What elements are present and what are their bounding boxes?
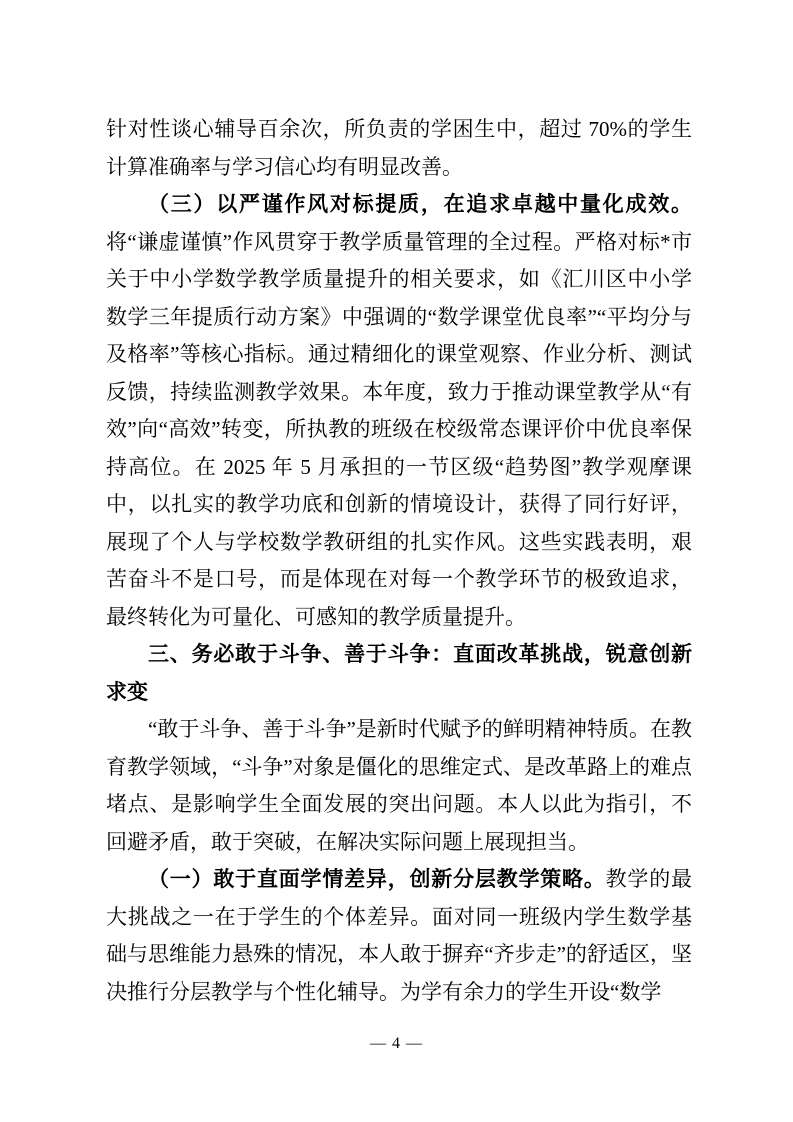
paragraph [106,711,692,861]
paragraph [106,861,692,1011]
paragraph [106,186,692,636]
paragraph-text: 教学的最大挑战之一在于学生的个体差异。面对同一班级内学生数学基础与思维能力悬殊的情况，本人敢于摒弃“齐步走”的舒适区，坚决推行分层教学与个性化辅导。为学有余力的学生开设“数学 [106,867,692,1004]
page-number: — 4 — [370,1035,423,1052]
paragraph-lead: （一）敢于直面学情差异，创新分层教学策略。 [148,867,606,891]
section-heading [106,636,692,711]
paragraph-text: 将“谦虚谨慎”作风贯穿于教学质量管理的全过程。严格对标*市关于中小学数学教学质量提升的相关要求，如《汇川区中小学数学三年提质行动方案》中强调的“数学课堂优良率”“平均分与及格率”等核心指标。通过精细化的课堂观察、作业分析、测试反馈，持续监测教学效果。本年度，致力于推动课堂教学从“有效”向“高效”转变，所执教的班级在校级常态课评价中优良率保持高位。在 2025 年 5 月承担的一节区级“趋势图”教学观摩课中，以扎实的教学功底和创新的情境设计，获得了同行好评，展现了个人与学校数学教研组的扎实作风。这些实践表明，艰苦奋斗不是口号，而是体现在对每一个教学环节的极致追求，最终转化为可量化、可感知的教学质量提升。 [106,229,692,629]
paragraph-text: 针对性谈心辅导百余次，所负责的学困生中，超过 70%的学生计算准确率与学习信心均有明显改善。 [106,117,692,179]
paragraph [106,111,692,186]
paragraph-text: “敢于斗争、善于斗争”是新时代赋予的鲜明精神特质。在教育教学领域，“斗争”对象是僵化的思维定式、是改革路上的难点堵点、是影响学生全面发展的突出问题。本人以此为指引，不回避矛盾，敢于突破，在解决实际问题上展现担当。 [106,717,692,854]
paragraph-lead: （三）以严谨作风对标提质，在追求卓越中量化成效。 [148,192,692,216]
document-body [106,111,692,1011]
section-heading-text: 三、务必敢于斗争、善于斗争：直面改革挑战，锐意创新求变 [106,642,692,704]
